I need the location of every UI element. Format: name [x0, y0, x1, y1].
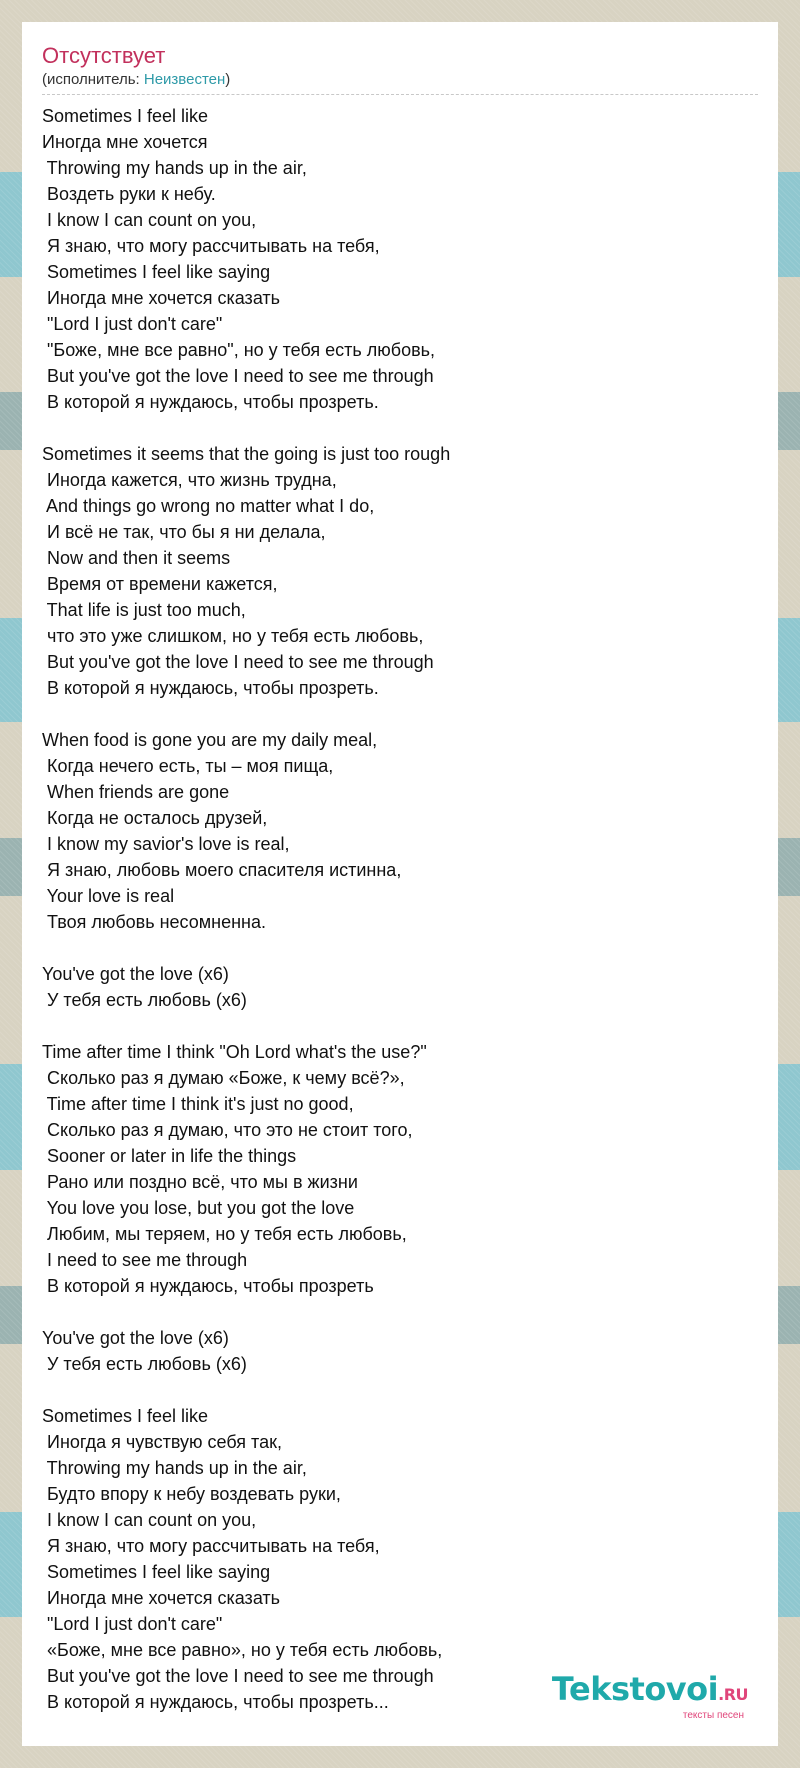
lyric-line: Throwing my hands up in the air, [42, 158, 307, 178]
lyric-line: And things go wrong no matter what I do, [42, 496, 375, 516]
lyric-line: Воздеть руки к небу. [42, 184, 216, 204]
lyric-line: Sooner or later in life the things [42, 1146, 297, 1166]
lyric-line: When friends are gone [42, 782, 230, 802]
stanza-break [42, 935, 758, 961]
lyric-line: Иногда мне хочется [42, 132, 208, 152]
lyric-line: У тебя есть любовь (x6) [42, 1354, 247, 1374]
lyric-line: Time after time I think "Oh Lord what's the use?" [42, 1042, 427, 1062]
lyric-line: Я знаю, что могу рассчитывать на тебя, [42, 236, 380, 256]
lyric-line: Иногда я чувствую себя так, [42, 1432, 282, 1452]
artist-link[interactable]: Неизвестен [143, 71, 226, 88]
artist-line [42, 70, 758, 95]
lyric-line: Когда не осталось друзей, [42, 808, 268, 828]
lyric-line: Когда нечего есть, ты – моя пища, [42, 756, 334, 776]
lyric-line: «Боже, мне все равно», но у тебя есть любовь, [42, 1640, 443, 1660]
lyrics-text [42, 103, 758, 1715]
stanza-break [42, 1013, 758, 1039]
lyric-line: You've got the love (x6) [42, 1328, 229, 1348]
lyrics-card [22, 22, 778, 1746]
lyric-line: Рано или поздно всё, что мы в жизни [42, 1172, 358, 1192]
stanza-break [42, 1377, 758, 1403]
lyric-line: Иногда кажется, что жизнь трудна, [42, 470, 337, 490]
lyric-line: But you've got the love I need to see me through [42, 366, 434, 386]
lyric-line: "Lord I just don't care" [42, 1614, 223, 1634]
logo-subtitle: тексты песен [682, 1710, 744, 1721]
lyric-line: Now and then it seems [42, 548, 231, 568]
lyric-line: В которой я нуждаюсь, чтобы прозреть. [42, 392, 379, 412]
stanza-break [42, 1299, 758, 1325]
stanza-break [42, 415, 758, 441]
lyric-line: Сколько раз я думаю «Боже, к чему всё?», [42, 1068, 405, 1088]
lyric-line: У тебя есть любовь (x6) [42, 990, 247, 1010]
lyric-line: что это уже слишком, но у тебя есть любовь, [42, 626, 424, 646]
lyric-line: В которой я нуждаюсь, чтобы прозреть... [42, 1692, 389, 1712]
artist-prefix: (исполнитель: [42, 71, 144, 88]
lyric-line: В которой я нуждаюсь, чтобы прозреть [42, 1276, 374, 1296]
lyric-line: That life is just too much, [42, 600, 246, 620]
lyric-line: Throwing my hands up in the air, [42, 1458, 307, 1478]
lyric-line: Sometimes it seems that the going is just too rough [42, 444, 451, 464]
lyric-line: Your love is real [42, 886, 175, 906]
lyric-line: You've got the love (x6) [42, 964, 229, 984]
lyric-line: I need to see me through [42, 1250, 248, 1270]
lyric-line: Время от времени кажется, [42, 574, 278, 594]
lyric-line: Иногда мне хочется сказать [42, 1588, 281, 1608]
lyric-line: В которой я нуждаюсь, чтобы прозреть. [42, 678, 379, 698]
logo-main-text: Tekstovoi [551, 1670, 719, 1708]
lyric-line: I know my savior's love is real, [42, 834, 290, 854]
lyric-line: Sometimes I feel like saying [42, 262, 271, 282]
stanza-break [42, 701, 758, 727]
lyric-line: Time after time I think it's just no good, [42, 1094, 354, 1114]
lyric-line: Я знаю, что могу рассчитывать на тебя, [42, 1536, 380, 1556]
lyric-line: I know I can count on you, [42, 1510, 257, 1530]
lyric-line: Твоя любовь несомненна. [42, 912, 266, 932]
lyric-line: But you've got the love I need to see me through [42, 1666, 434, 1686]
lyric-line: Иногда мне хочется сказать [42, 288, 281, 308]
lyric-line: Sometimes I feel like [42, 1406, 209, 1426]
song-title: Отсутствует [42, 43, 166, 68]
lyric-line: I know I can count on you, [42, 210, 257, 230]
lyric-line: "Боже, мне все равно", но у тебя есть любовь, [42, 340, 436, 360]
logo-tld: .RU [718, 1685, 748, 1704]
lyric-line: But you've got the love I need to see me through [42, 652, 434, 672]
logo-wordmark [552, 1672, 748, 1712]
lyric-line: Любим, мы теряем, но у тебя есть любовь, [42, 1224, 407, 1244]
lyric-line: Sometimes I feel like saying [42, 1562, 271, 1582]
lyric-line: Сколько раз я думаю, что это не стоит того, [42, 1120, 413, 1140]
lyric-line: Я знаю, любовь моего спасителя истинна, [42, 860, 402, 880]
site-logo[interactable] [552, 1672, 748, 1722]
lyric-line: Будто впору к небу воздевать руки, [42, 1484, 341, 1504]
lyric-line: "Lord I just don't care" [42, 314, 223, 334]
lyric-line: Sometimes I feel like [42, 106, 209, 126]
lyric-line: You love you lose, but you got the love [42, 1198, 355, 1218]
artist-suffix: ) [225, 71, 231, 88]
lyric-line: И всё не так, что бы я ни делала, [42, 522, 326, 542]
lyric-line: When food is gone you are my daily meal, [42, 730, 378, 750]
